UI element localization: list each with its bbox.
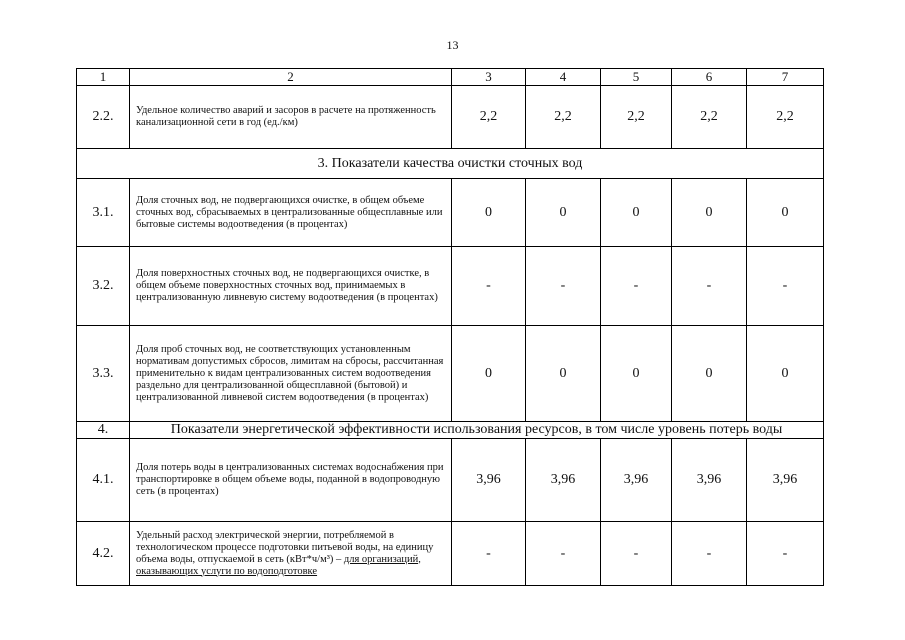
row-value: 2,2 [747,86,824,149]
row-value: - [747,522,824,586]
row-value: 2,2 [672,86,747,149]
row-value: 0 [452,326,526,422]
row-value: 0 [672,179,747,247]
row-value: 2,2 [452,86,526,149]
row-value: - [672,522,747,586]
row-value: 3,96 [526,439,601,522]
row-value: 3,96 [747,439,824,522]
row-value: - [452,522,526,586]
section-4-title: Показатели энергетической эффективности использования ресурсов, в том числе уровень потерь воды [130,422,824,439]
table-row [77,326,824,422]
row-number: 4.1. [77,439,130,522]
row-value: 3,96 [601,439,672,522]
row-number: 3.2. [77,247,130,326]
table-row [77,247,824,326]
row-number: 4.2. [77,522,130,586]
row-value: - [452,247,526,326]
header-col-2: 2 [130,69,452,86]
row-value: - [747,247,824,326]
table-row [77,86,824,149]
row-value: 0 [601,179,672,247]
page-number: 13 [446,38,459,52]
row-description-underlined: для организаций, оказывающих услуги по водоподготовке [136,553,421,577]
row-value: 2,2 [601,86,672,149]
row-value: 0 [601,326,672,422]
row-value: 3,96 [452,439,526,522]
row-value: 0 [747,179,824,247]
row-number: 3.1. [77,179,130,247]
header-col-7: 7 [747,69,824,86]
row-value: 0 [526,326,601,422]
table-row [77,522,824,586]
row-value: - [526,247,601,326]
section-3-title: 3. Показатели качества очистки сточных вод [77,149,824,179]
row-description: Доля сточных вод, не подвергающихся очистке, в общем объеме сточных вод, сбрасываемых в централизованные общесплавные или бытовые системы водоотведения (в процентах) [130,179,452,247]
row-description: Доля поверхностных сточных вод, не подвергающихся очистке, в общем объеме поверхностных сточных вод, принимаемых в централизованную ливневую систему водоотведения (в процентах) [130,247,452,326]
row-value: - [526,522,601,586]
table-row [77,179,824,247]
row-description: Доля потерь воды в централизованных системах водоснабжения при транспортировке в общем объеме воды, поданной в водопроводную сеть (в процентах) [130,439,452,522]
row-value: - [672,247,747,326]
header-col-3: 3 [452,69,526,86]
row-number: 3.3. [77,326,130,422]
row-description: Доля проб сточных вод, не соответствующих установленным нормативам допустимых сбросов, лимитам на сбросы, рассчитанная применительно к видам централизованных систем водоотведения раздельно для централизованной общесплавной (бытовой) и централизованной ливневой систем водоотведения (в процентах) [130,326,452,422]
row-value: 0 [526,179,601,247]
row-value: - [601,522,672,586]
section-4-number: 4. [77,422,130,439]
row-description: Удельное количество аварий и засоров в расчете на протяженность канализационной сети в год (ед./км) [130,86,452,149]
row-value: - [601,247,672,326]
header-col-1: 1 [77,69,130,86]
row-value: 0 [452,179,526,247]
row-value: 0 [747,326,824,422]
header-row [77,69,824,86]
header-col-4: 4 [526,69,601,86]
row-number: 2.2. [77,86,130,149]
table-row [77,439,824,522]
row-description [130,522,452,586]
row-value: 2,2 [526,86,601,149]
header-col-5: 5 [601,69,672,86]
indicators-table [76,68,824,586]
section-3-row [77,149,824,179]
row-description-main: Удельный расход электрической энергии, потребляемой в технологическом процессе подготовки питьевой воды, на единицу объема воды, отпускаемой в сеть (кВт*ч/м³) – [136,529,434,565]
section-4-row [77,422,824,439]
header-col-6: 6 [672,69,747,86]
row-value: 3,96 [672,439,747,522]
row-value: 0 [672,326,747,422]
